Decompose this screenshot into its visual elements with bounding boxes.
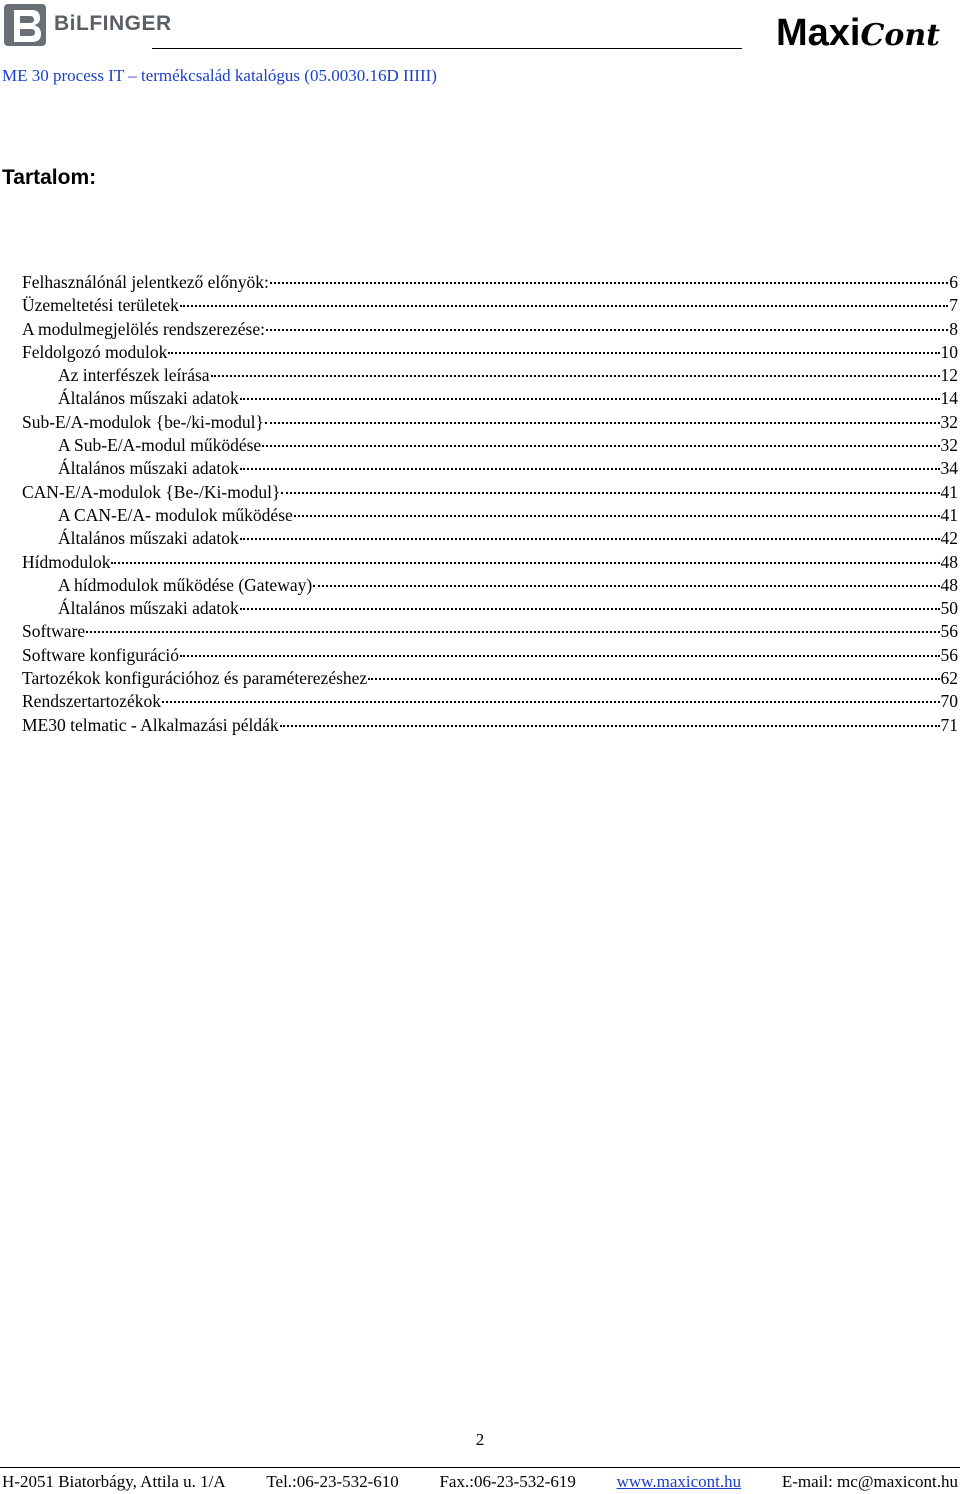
toc-entry-label: Az interfészek leírása <box>58 365 210 386</box>
table-of-contents <box>22 272 958 738</box>
toc-dot-leader <box>240 608 940 610</box>
footer-email: E-mail: mc@maxicont.hu <box>781 1472 958 1491</box>
footer-website-link[interactable]: www.maxicont.hu <box>616 1472 742 1491</box>
toc-entry-page: 32 <box>940 435 958 456</box>
toc-entry[interactable] <box>22 388 958 411</box>
footer-rule <box>0 1467 960 1468</box>
toc-dot-leader <box>281 492 939 494</box>
toc-entry-page: 50 <box>940 598 958 619</box>
toc-entry-page: 62 <box>940 668 958 689</box>
toc-entry[interactable] <box>22 598 958 621</box>
catalog-subtitle: ME 30 process IT – termékcsalád katalógus (05.0030.16D IIIII) <box>2 66 437 85</box>
toc-entry[interactable] <box>22 645 958 668</box>
toc-entry-label: Általános műszaki adatok <box>58 388 239 409</box>
toc-entry[interactable] <box>22 319 958 342</box>
bilfinger-logo <box>2 2 172 48</box>
toc-entry-label: CAN-E/A-modulok {Be-/Ki-modul} <box>22 481 281 502</box>
toc-entry-page: 71 <box>940 714 958 735</box>
toc-entry-label: A modulmegjelölés rendszerezése: <box>22 318 265 339</box>
toc-entry-page: 42 <box>940 528 958 549</box>
toc-dot-leader <box>262 445 939 447</box>
toc-dot-leader <box>240 468 940 470</box>
toc-dot-leader <box>180 305 948 307</box>
toc-dot-leader <box>162 701 940 703</box>
toc-entry-page: 48 <box>940 551 958 572</box>
footer-fax: Fax.:06-23-532-619 <box>439 1472 576 1491</box>
toc-entry[interactable] <box>22 342 958 365</box>
toc-entry-label: Tartozékok konfigurációhoz és paraméterezéshez <box>22 668 368 689</box>
toc-entry-page: 48 <box>940 574 958 595</box>
toc-title: Tartalom: <box>2 166 97 189</box>
toc-entry-page: 10 <box>940 341 958 362</box>
toc-entry[interactable] <box>22 621 958 644</box>
toc-entry-page: 14 <box>940 388 958 409</box>
toc-entry[interactable] <box>22 435 958 458</box>
toc-entry-page: 12 <box>940 365 958 386</box>
toc-entry-page: 34 <box>940 458 958 479</box>
toc-dot-leader <box>240 398 940 400</box>
maxicont-brand <box>776 12 940 56</box>
toc-entry-page: 56 <box>940 644 958 665</box>
toc-entry[interactable] <box>22 552 958 575</box>
toc-entry[interactable] <box>22 528 958 551</box>
footer-tel: Tel.:06-23-532-610 <box>266 1472 399 1491</box>
brand-maxi: Maxi <box>775 12 861 54</box>
toc-entry-label: Feldolgozó modulok <box>22 341 168 362</box>
toc-entry-label: Általános műszaki adatok <box>58 528 239 549</box>
toc-entry-page: 41 <box>940 481 958 502</box>
toc-entry[interactable] <box>22 295 958 318</box>
bilfinger-logo-text: BiLFINGER <box>54 12 172 35</box>
toc-entry-label: Általános műszaki adatok <box>58 598 239 619</box>
toc-entry-page: 41 <box>940 504 958 525</box>
toc-entry-label: Software konfiguráció <box>22 644 179 665</box>
footer-address: H-2051 Biatorbágy, Attila u. 1/A <box>2 1472 226 1491</box>
toc-entry[interactable] <box>22 272 958 295</box>
toc-entry-label: A Sub-E/A-modul működése <box>58 435 262 456</box>
toc-entry-label: ME30 telmatic - Alkalmazási példák <box>22 714 279 735</box>
toc-entry-label: Üzemeltetési területek <box>22 295 179 316</box>
toc-dot-leader <box>240 538 940 540</box>
toc-dot-leader <box>266 329 948 331</box>
toc-dot-leader <box>180 655 940 657</box>
toc-entry-label: Általános műszaki adatok <box>58 458 239 479</box>
toc-dot-leader <box>111 562 939 564</box>
toc-dot-leader <box>211 375 940 377</box>
toc-entry[interactable] <box>22 412 958 435</box>
toc-entry-page: 70 <box>940 691 958 712</box>
toc-entry[interactable] <box>22 691 958 714</box>
toc-entry-page: 7 <box>949 295 958 316</box>
toc-dot-leader <box>313 585 939 587</box>
toc-dot-leader <box>270 282 948 284</box>
toc-entry[interactable] <box>22 715 958 738</box>
toc-entry-page: 6 <box>949 272 958 292</box>
brand-cont: Cont <box>860 18 940 53</box>
toc-entry[interactable] <box>22 458 958 481</box>
toc-entry-page: 32 <box>940 411 958 432</box>
toc-entry-label: A hídmodulok működése (Gateway) <box>58 574 313 595</box>
toc-entry[interactable] <box>22 505 958 528</box>
toc-entry[interactable] <box>22 365 958 388</box>
toc-dot-leader <box>280 725 940 727</box>
toc-entry-label: Sub-E/A-modulok {be-/ki-modul} <box>22 411 264 432</box>
toc-entry[interactable] <box>22 668 958 691</box>
toc-dot-leader <box>294 515 940 517</box>
toc-dot-leader <box>265 422 940 424</box>
header-rule <box>152 48 742 49</box>
toc-dot-leader <box>86 631 939 633</box>
footer <box>2 1472 958 1492</box>
toc-entry-page: 8 <box>949 318 958 339</box>
toc-entry-label: Software <box>22 621 86 642</box>
toc-entry-page: 56 <box>940 621 958 642</box>
toc-dot-leader <box>368 678 939 680</box>
toc-entry-label: Felhasználónál jelentkező előnyök: <box>22 272 269 292</box>
page-number: 2 <box>475 1430 485 1449</box>
toc-entry-label: Rendszertartozékok <box>22 691 161 712</box>
toc-dot-leader <box>168 352 939 354</box>
toc-entry-label: Hídmodulok <box>22 551 111 572</box>
toc-entry[interactable] <box>22 575 958 598</box>
toc-entry[interactable] <box>22 482 958 505</box>
toc-entry-label: A CAN-E/A- modulok működése <box>58 504 293 525</box>
bilfinger-logo-icon <box>2 2 48 48</box>
